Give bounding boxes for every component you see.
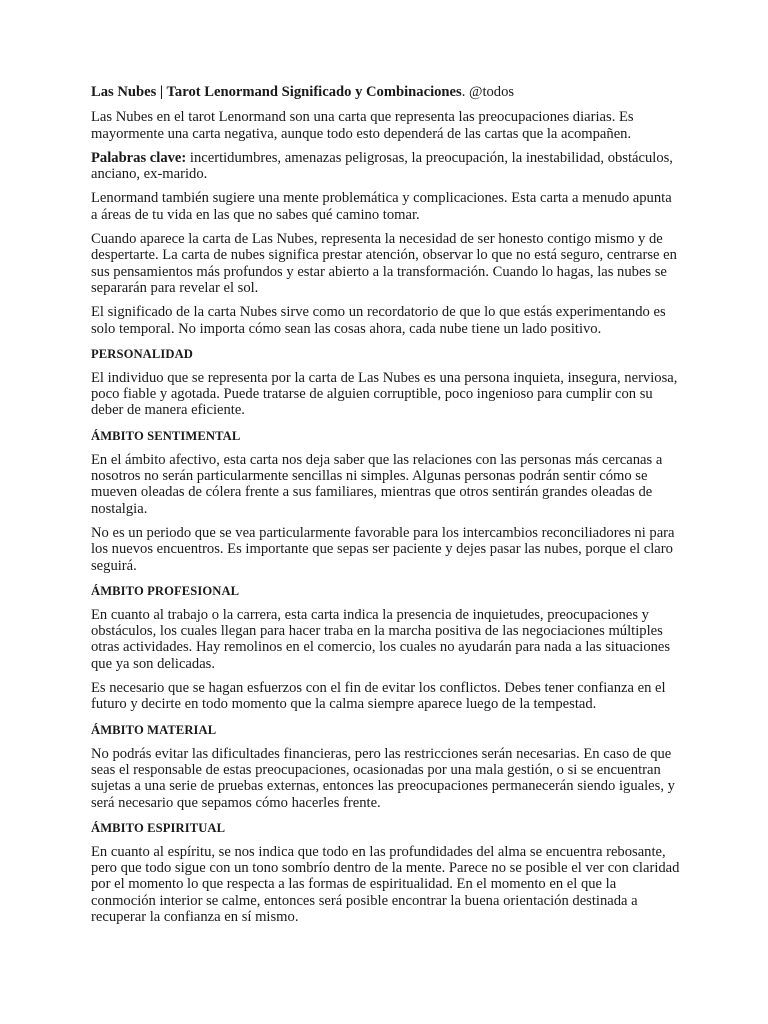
title-text: Las Nubes | Tarot Lenormand Significado y Combinaciones	[91, 84, 462, 100]
intro-paragraph: Las Nubes en el tarot Lenormand son una carta que representa las preocupaciones diarias. Es mayormente una carta negativa, aunque todo esto dependerá de las cartas que la acompañen.	[91, 109, 634, 142]
section-heading-material: ÁMBITO MATERIAL	[91, 722, 217, 737]
section-paragraph: En el ámbito afectivo, esta carta nos deja saber que las relaciones con las personas más cercanas a nosotros no serán particularmente sencillas ni simples. Algunas personas podrán sentir cómo se mueven oleadas de cólera frente a sus familiares, mientras que otros sentirán grandes oleadas de nostalgia.	[91, 451, 663, 517]
title-suffix: . @todos	[461, 84, 515, 100]
keywords-paragraph	[91, 150, 680, 183]
section-paragraph: En cuanto al trabajo o la carrera, esta carta indica la presencia de inquietudes, preocupaciones y obstáculos, los cuales llegan para hacer traba en la marcha positiva de las negociaciones múltiples otras actividades. Hay remolinos en el comercio, los cuales no ayudarán para nada a las situaciones que ya son delicadas.	[91, 606, 671, 672]
section-paragraph: En cuanto al espíritu, se nos indica que todo en las profundidades del alma se encuentra rebosante, pero que todo sigue con un tono sombrío dentro de la mente. Parece no se posible el ver con claridad por el momento lo que respecta a las formas de espiritualidad. En el momento en el que la conmoción interior se calme, entonces será posible encontrar la buena orientación destinada a recuperar la confianza en sí mismo.	[91, 843, 680, 925]
body-paragraph: El significado de la carta Nubes sirve como un recordatorio de que lo que estás experimentando es solo temporal. No importa cómo sean las cosas ahora, cada nube tiene un lado positivo.	[91, 304, 666, 337]
body-paragraph: Cuando aparece la carta de Las Nubes, representa la necesidad de ser honesto contigo mismo y de despertarte. La carta de nubes significa prestar atención, observar lo que no está seguro, centrarse en sus pensamientos más profundos y estar abierto a la transformación. Cuando lo hagas, las nubes se separarán para revelar el sol.	[91, 231, 677, 296]
section-heading-personalidad: PERSONALIDAD	[91, 346, 193, 361]
section-heading-sentimental: ÁMBITO SENTIMENTAL	[91, 428, 241, 443]
section-paragraph: El individuo que se representa por la carta de Las Nubes es una persona inquieta, insegura, nerviosa, poco fiable y agotada. Puede tratarse de alguien corruptible, poco ingenioso para cumplir con su deber de manera eficiente.	[91, 369, 678, 419]
section-heading-profesional: ÁMBITO PROFESIONAL	[91, 583, 240, 598]
keywords-text: incertidumbres, amenazas peligrosas, la preocupación, la inestabilidad, obstáculos, anciano, ex-marido.	[91, 149, 673, 183]
document-title	[91, 84, 680, 100]
section-paragraph: Es necesario que se hagan esfuerzos con el fin de evitar los conflictos. Debes tener confianza en el futuro y decirte en todo momento que la calma siempre aparece luego de la tempestad.	[91, 680, 666, 713]
section-paragraph: No podrás evitar las dificultades financieras, pero las restricciones serán necesarias. En caso de que seas el responsable de estas preocupaciones, ocasionadas por una mala gestión, o si se encuentran sujetas a una serie de pruebas externas, entonces las preocupaciones permanecerán siendo iguales, y será necesario que sepamos cómo hacerles frente.	[91, 745, 675, 811]
section-paragraph: No es un periodo que se vea particularmente favorable para los intercambios reconciliadores ni para los nuevos encuentros. Es importante que sepas ser paciente y dejes pasar las nubes, porque el claro seguirá.	[91, 524, 675, 574]
body-paragraph: Lenormand también sugiere una mente problemática y complicaciones. Esta carta a menudo apunta a áreas de tu vida en las que no sabes qué camino tomar.	[91, 190, 672, 223]
section-heading-espiritual: ÁMBITO ESPIRITUAL	[91, 820, 226, 835]
keywords-label: Palabras clave:	[91, 149, 187, 166]
